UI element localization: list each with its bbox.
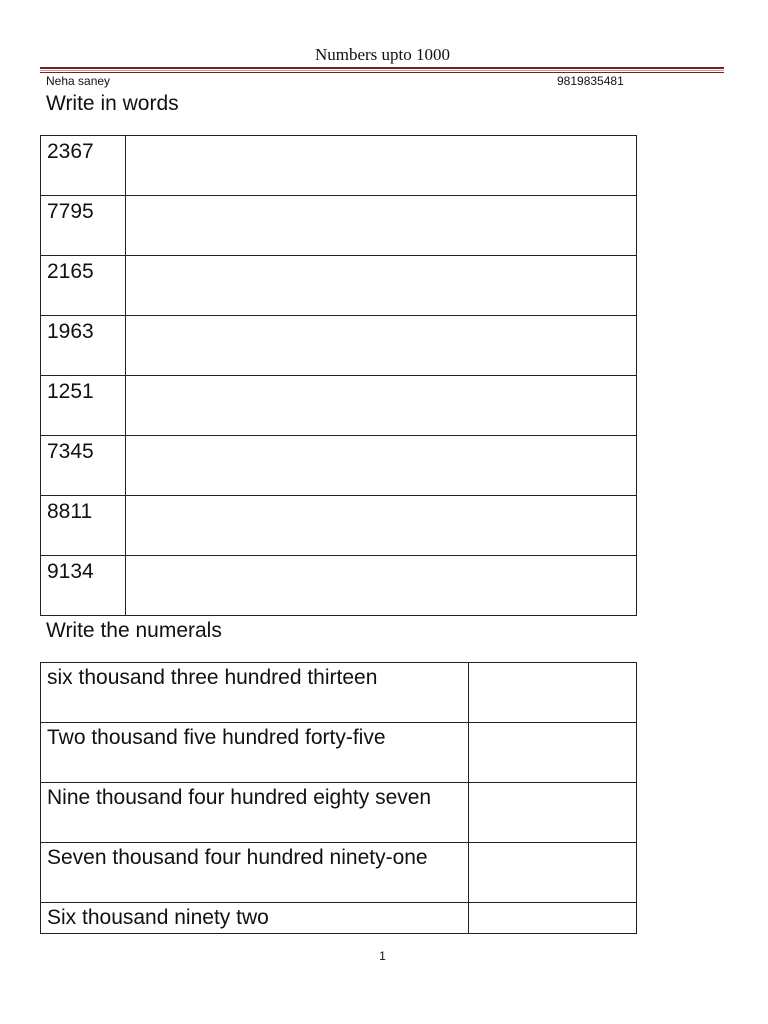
number-words-cell: Two thousand five hundred forty-five [41, 723, 469, 783]
table-row [41, 843, 637, 903]
answer-cell[interactable] [126, 196, 637, 256]
table-row [41, 436, 637, 496]
page-number: 1 [379, 949, 386, 963]
write-the-numerals-table [40, 662, 637, 934]
table-row [41, 903, 637, 934]
number-cell: 1963 [41, 316, 126, 376]
table-row [41, 723, 637, 783]
document-title: Numbers upto 1000 [314, 45, 451, 64]
write-in-words-heading: Write in words [46, 92, 179, 115]
number-cell: 9134 [41, 556, 126, 616]
number-cell: 7345 [41, 436, 126, 496]
answer-cell[interactable] [126, 316, 637, 376]
author-phone: 9819835481 [557, 74, 624, 88]
answer-cell[interactable] [469, 783, 637, 843]
table-row [41, 783, 637, 843]
table-row [41, 136, 637, 196]
answer-cell[interactable] [469, 903, 637, 934]
number-words-cell: Seven thousand four hundred ninety-one [41, 843, 469, 903]
answer-cell[interactable] [469, 723, 637, 783]
answer-cell[interactable] [126, 376, 637, 436]
number-words-cell: six thousand three hundred thirteen [41, 663, 469, 723]
answer-cell[interactable] [469, 663, 637, 723]
answer-cell[interactable] [126, 256, 637, 316]
table-row [41, 663, 637, 723]
answer-cell[interactable] [126, 136, 637, 196]
table-row [41, 376, 637, 436]
answer-cell[interactable] [126, 436, 637, 496]
answer-cell[interactable] [469, 843, 637, 903]
answer-cell[interactable] [126, 556, 637, 616]
table-row [41, 316, 637, 376]
table-row [41, 496, 637, 556]
table-row [41, 196, 637, 256]
number-words-cell: Six thousand ninety two [41, 903, 469, 934]
number-words-cell: Nine thousand four hundred eighty seven [41, 783, 469, 843]
number-cell: 2367 [41, 136, 126, 196]
write-in-words-table [40, 135, 637, 616]
table-row [41, 256, 637, 316]
number-cell: 1251 [41, 376, 126, 436]
number-cell: 7795 [41, 196, 126, 256]
number-cell: 8811 [41, 496, 126, 556]
author-name: Neha saney [46, 74, 111, 88]
answer-cell[interactable] [126, 496, 637, 556]
table-row [41, 556, 637, 616]
number-cell: 2165 [41, 256, 126, 316]
write-the-numerals-heading: Write the numerals [46, 619, 222, 642]
